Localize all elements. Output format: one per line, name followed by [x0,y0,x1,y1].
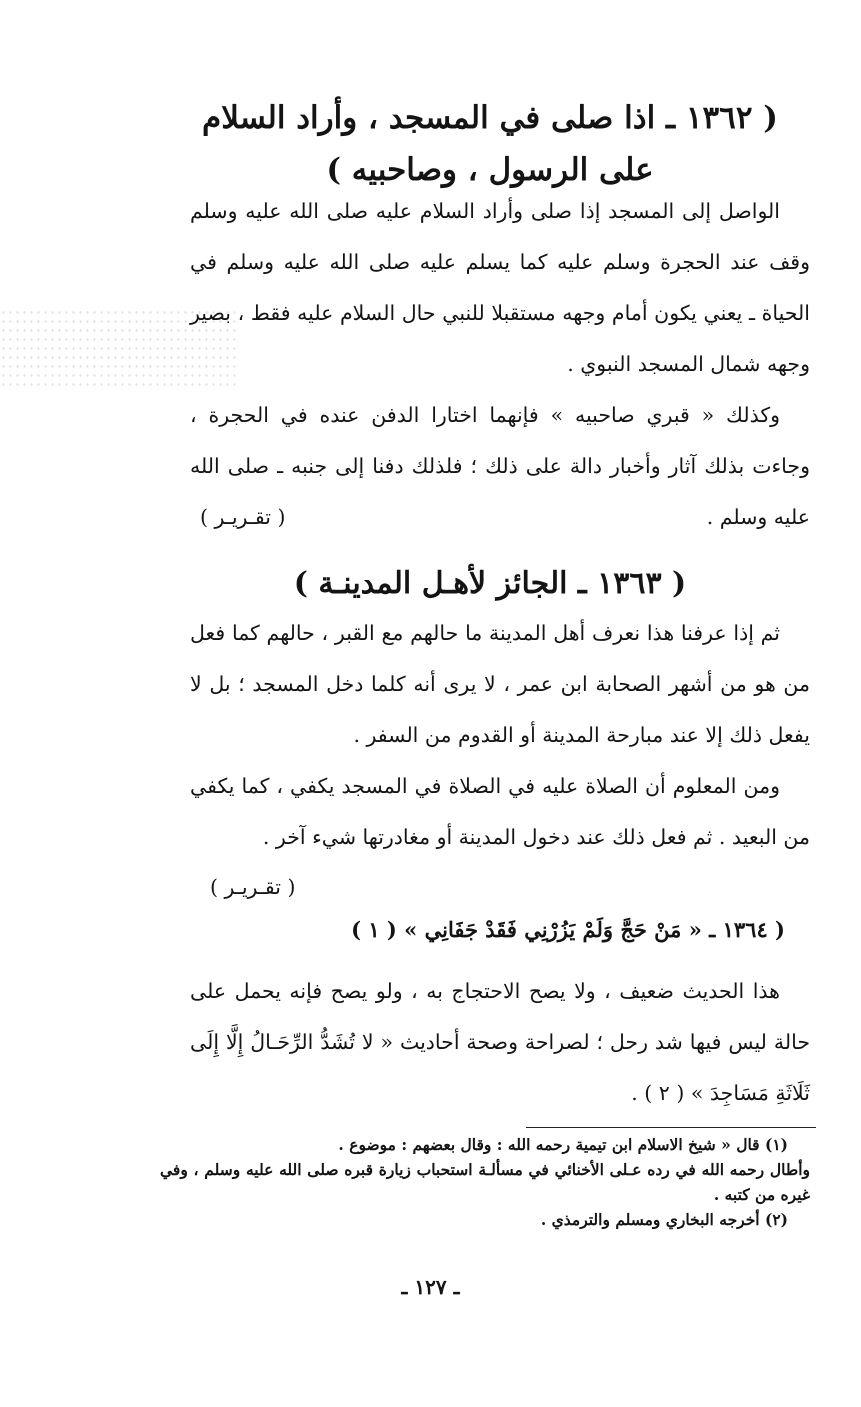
section-1362-heading-line2: على الرسول ، وصاحبيه ) [326,152,654,188]
section-1364-heading: ( ١٣٦٤ ـ « مَنْ حَجَّ وَلَمْ يَزُرْنِي فَقَدْ جَفَانِي » ( ١ ) [351,917,785,942]
section-1362-body [190,186,810,543]
footnotes [160,1132,810,1232]
section-1362-heading-line1: ( ١٣٦٢ ـ اذا صلى في المسجد ، وأراد السلام [202,100,778,136]
section-1363-heading: ( ١٣٦٣ ـ الجائز لأهـل المدينـة ) [293,566,687,601]
section-1363-body [190,608,810,863]
footnote-2: (٢) أخرجه البخاري ومسلم والترمذي . [540,1210,788,1229]
footnote-1-continuation: وأطال رحمه الله في رده عـلى الأخنائي في مسألـة استحباب زيارة قبره صلى الله عليه وسلم ، وفي غيره من كتبه . [160,1160,810,1204]
section-1363-paragraph-2: ومن المعلوم أن الصلاة عليه في الصلاة في المسجد يكفي ، كما يكفي من البعيد . ثم فعل ذلك عند دخول المدينة أو مغادرتها شيء آخر . [190,774,810,849]
section-1362-paragraph-2: وكذلك « قبري صاحبيه » فإنهما اختارا الدفن عنده في الحجرة ، وجاءت بذلك آثار وأخبار دالة على ذلك ؛ فلذلك دفنا إلى جنبه ـ صلى الله عليه وسلم . [190,403,810,529]
section-1363-signature: ( تقـريـر ) [210,875,296,899]
footnote-1: (١) قال « شيخ الاسلام ابن تيمية رحمه الله : وقال بعضهم : موضوع . [338,1135,788,1154]
section-1362-signature: ( تقـريـر ) [200,505,286,529]
section-1364-paragraph: هذا الحديث ضعيف ، ولا يصح الاحتجاج به ، ولو يصح فإنه يحمل على حالة ليس فيها شد رحل ؛ لصراحة وصحة أحاديث « لا تُشَدُّ الرِّحَـالُ إِلَّا إِلَى ثَلَاثَةِ مَسَاجِدَ » ( ٢ ) . [190,979,810,1105]
footnote-divider [526,1127,816,1128]
section-1362-heading [170,92,810,196]
section-1363-paragraph-1: ثم إذا عرفنا هذا نعرف أهل المدينة ما حالهم مع القبر ، حالهم كما فعل من هو من أشهر الصحابة ابن عمر ، لا يرى أنه كلما دخل المسجد ؛ بل لا يفعل ذلك إلا عند مبارحة المدينة أو القدوم من السفر . [190,621,810,747]
section-1364-body [190,966,810,1119]
section-1362-paragraph-1: الواصل إلى المسجد إذا صلى وأراد السلام عليه صلى الله عليه وسلم وقف عند الحجرة وسلم عليه كما يسلم عليه صلى الله عليه وسلم في الحياة ـ يعني يكون أمام وجهه مستقبلا للنبي حال السلام عليه فقط ، بصير وجهه شمال المسجد النبوي . [190,199,810,376]
page-number: ـ ١٢٧ ـ [401,1275,460,1299]
